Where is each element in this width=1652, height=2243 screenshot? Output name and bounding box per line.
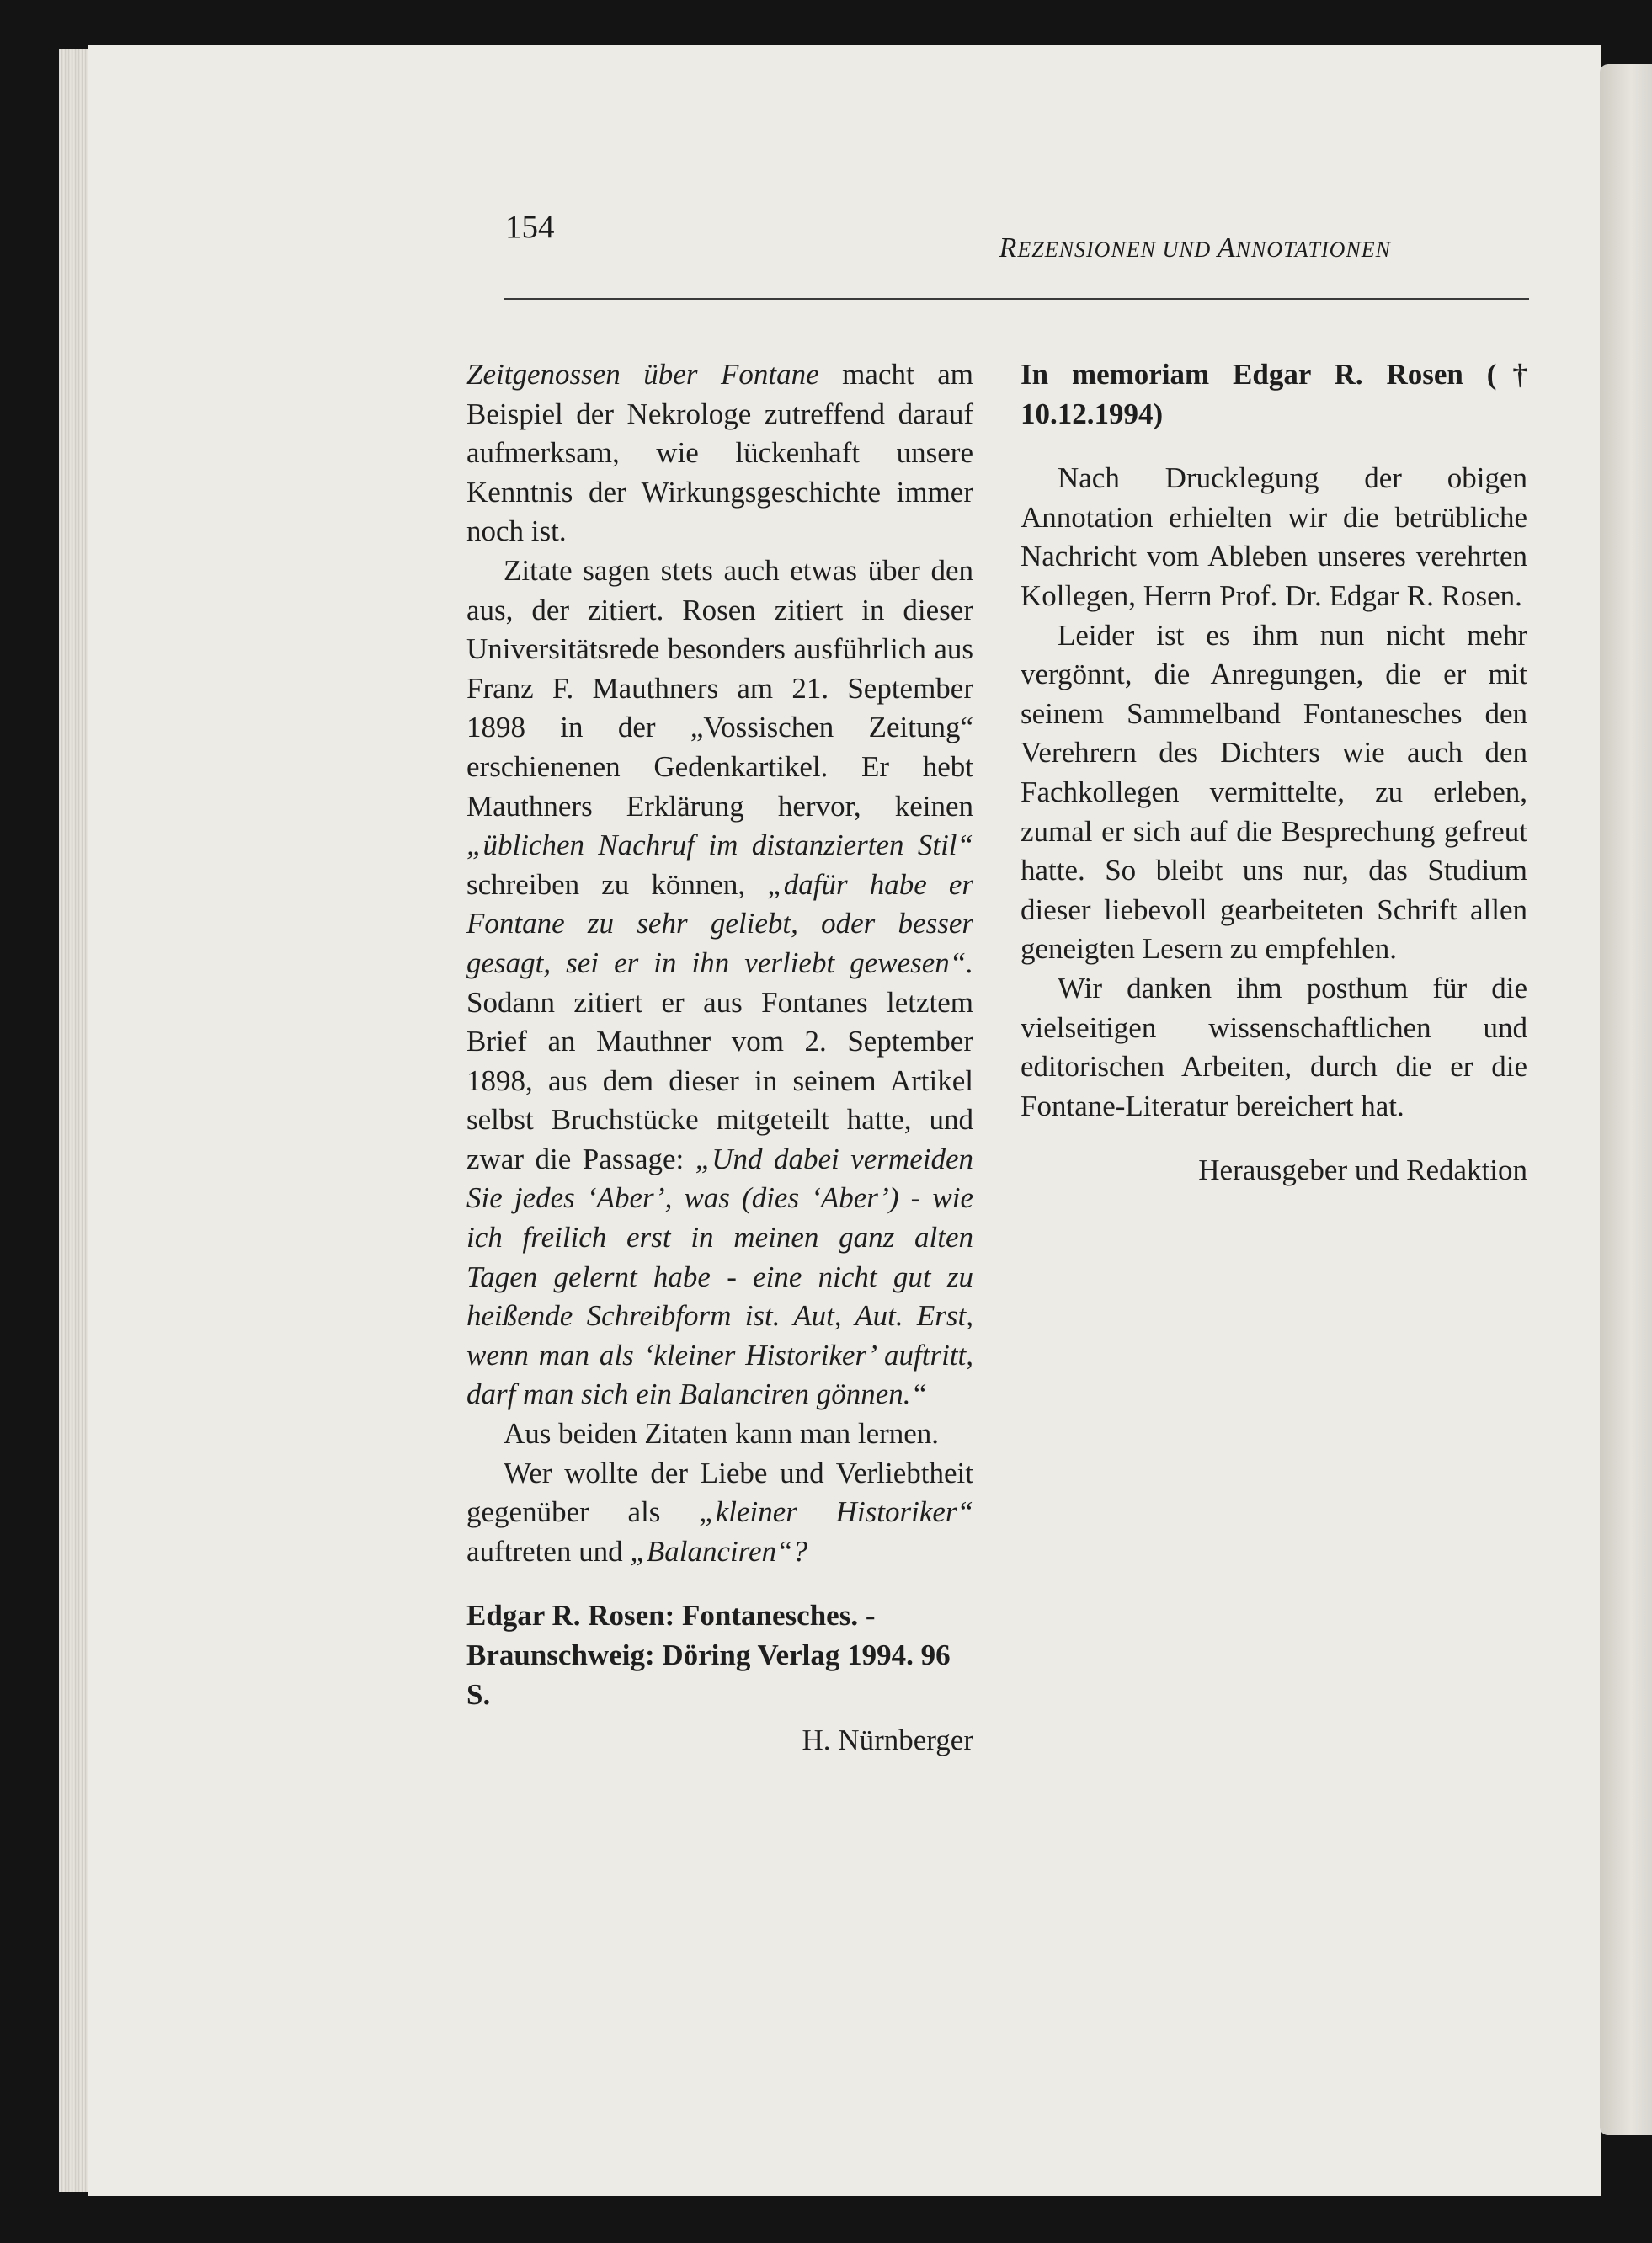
review-author: H. Nürnberger xyxy=(802,1724,973,1757)
header-rule xyxy=(504,298,1529,300)
right-column xyxy=(1021,355,1527,1191)
left-paragraph-1: Zeitgenossen über Fontane macht am Beispiel der Nekrologe zutreffend darauf aufmerksam, wie lückenhaft unsere Kenntnis der Wirkungsgeschichte immer noch ist. xyxy=(466,358,973,548)
left-paragraph-2: Zitate sagen stets auch etwas über den aus, der zitiert. Rosen zitiert in dieser Universitätsrede besonders ausführlich aus Franz F. Mauthners am 21. September 1898 in der „Vossischen Zeitung“ erschienenen Gedenkartikel. Er hebt Mauthners Erklärung hervor, keinen „üblichen Nachruf im distanzierten Stil“ schreiben zu können, „dafür habe er Fontane zu sehr geliebt, oder besser gesagt, sei er in ihn verliebt gewesen“. Sodann zitiert er aus Fontanes letztem Brief an Mauthner vom 2. September 1898, aus dem dieser in seinem Artikel selbst Bruchstücke mitgeteilt hatte, und zwar die Passage: „Und dabei vermeiden Sie jedes ‘Aber’, was (dies ‘Aber’) - wie ich freilich erst in meinen ganz alten Tagen gelernt habe - eine nicht gut zu heißende Schreibform ist. Aut, Aut. Erst, wenn man als ‘kleiner Historiker’ auftritt, darf man sich ein Balanciren gönnen.“ xyxy=(466,553,973,1411)
bibliographic-entry: Edgar R. Rosen: Fontanesches. - Braunschweig: Döring Verlag 1994. 96 S. xyxy=(466,1599,951,1711)
running-head: REZENSIONEN UND ANNOTATIONEN xyxy=(999,232,1391,264)
page-number: 154 xyxy=(505,209,555,245)
left-column xyxy=(466,355,973,1761)
signature: Herausgeber und Redaktion xyxy=(1198,1153,1527,1187)
facing-page-edge xyxy=(1600,64,1652,2135)
right-paragraph-2: Leider ist es ihm nun nicht mehr vergönnt, die Anregungen, die er mit seinem Sammelband Fontanesches den Verehrern des Dichters wie auch den Fachkollegen vermittelte, zu erleben, zumal er sich auf die Besprechung gefreut hatte. So bleibt uns nur, das Studium dieser liebevoll gearbeiteten Schrift allen geneigten Lesern zu empfehlen. xyxy=(1021,618,1527,966)
right-paragraph-1: Nach Drucklegung der obigen Annotation erhielten wir die betrübliche Nachricht vom Ableben unseres verehrten Kollegen, Herrn Prof. Dr. Edgar R. Rosen. xyxy=(1021,461,1527,612)
left-paragraph-4: Wer wollte der Liebe und Verliebtheit gegenüber als „kleiner Historiker“ auftreten und „Balanciren“? xyxy=(466,1456,974,1568)
book-page xyxy=(88,45,1601,2196)
right-paragraph-3: Wir danken ihm posthum für die vielseitigen wissenschaftlichen und editorischen Arbeiten, durch die er die Fontane-Literatur bereichert hat. xyxy=(1021,971,1527,1122)
left-paragraph-3: Aus beiden Zitaten kann man lernen. xyxy=(504,1417,940,1451)
memoriam-heading: In memoriam Edgar R. Rosen († 10.12.1994) xyxy=(1021,358,1527,430)
